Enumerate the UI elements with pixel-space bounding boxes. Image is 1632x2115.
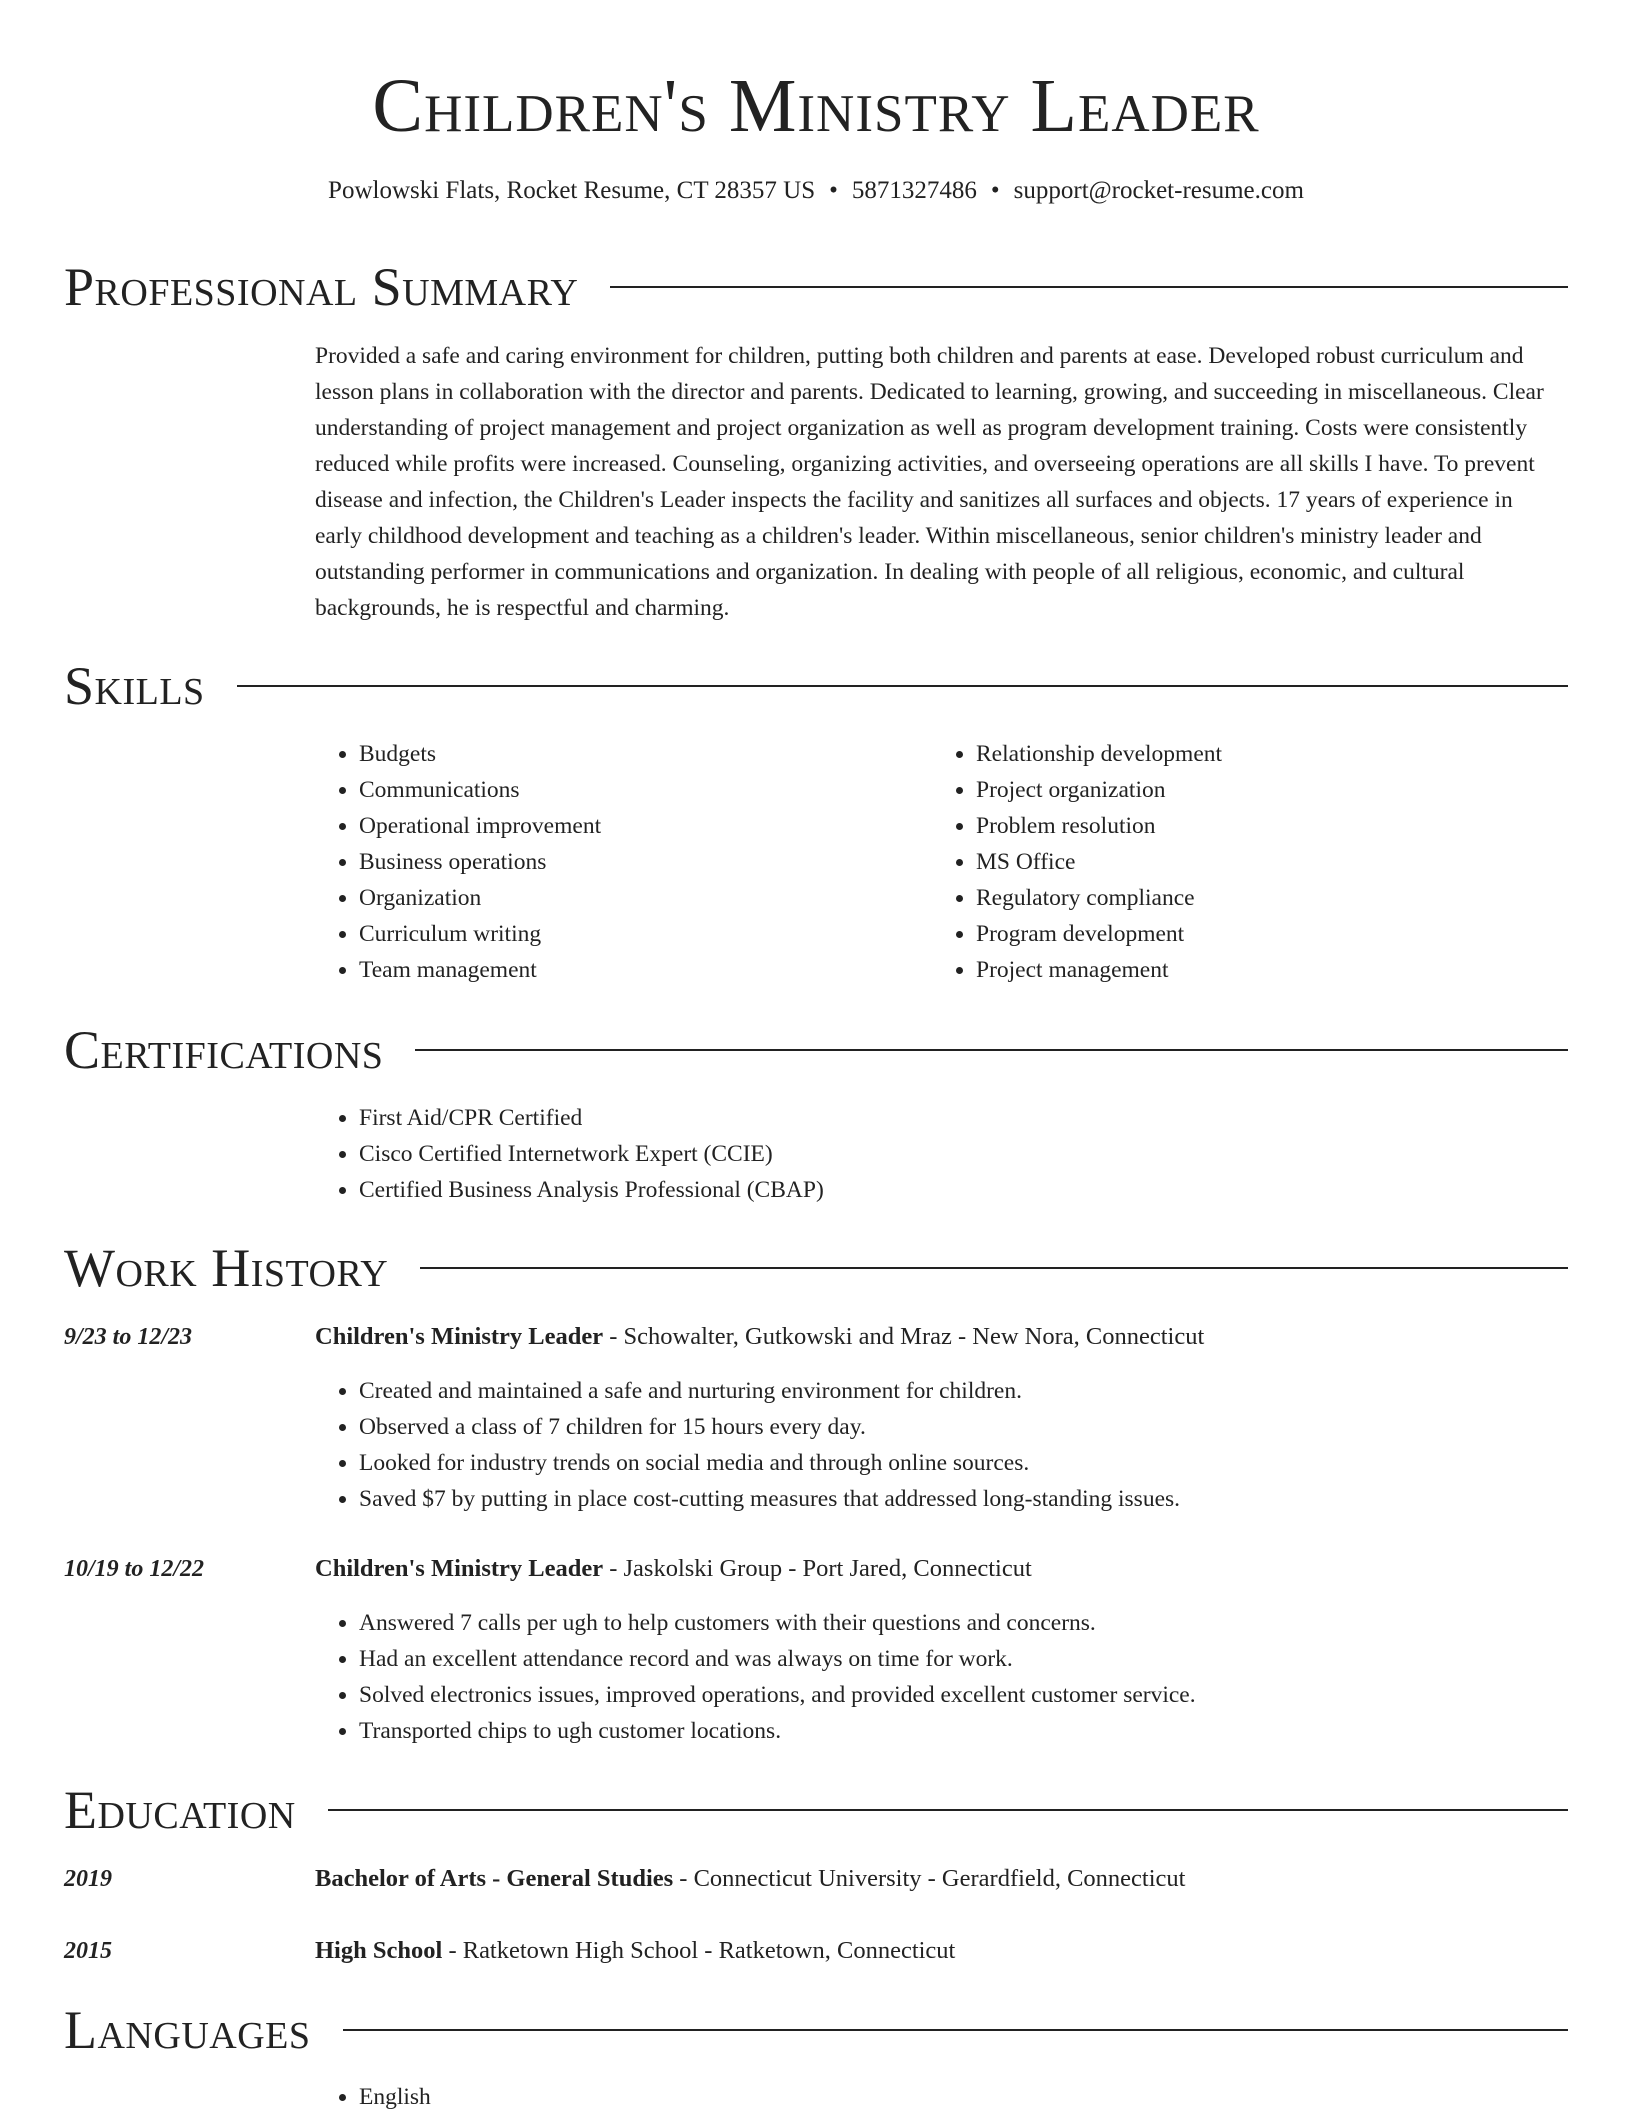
section-heading-education: [64, 1778, 1568, 1842]
skill-item: • Operational improvement: [359, 808, 919, 844]
skill-item: • Project organization: [976, 772, 1576, 808]
education-school: - Connecticut University - Gerardfield, Connecticut: [673, 1865, 1186, 1892]
job-bullet-item: • Observed a class of 7 children for 15 hours every day.: [359, 1409, 1609, 1445]
section-heading-languages: [64, 1998, 1568, 2062]
summary-text: Provided a safe and caring environment for children, putting both children and parents at ease. Developed robust curriculum and lesson plans in collaboration with the director and parents. Dedicated to learning, growing, and succeeding in miscellaneous. Clear understanding of project management and project organization as well as program development training. Costs were consistently reduced while profits were increased. Counseling, organizing activities, and overseeing operations are all skills I have. To prevent disease and infection, the Children's Leader inspects the facility and sanitizes all surfaces and objects. 17 years of experience in early childhood development and teaching as a children's leader. Within miscellaneous, senior children's ministry leader and outstanding performer in communications and organization. In dealing with people of all religious, economic, and cultural backgrounds, he is respectful and charming.: [315, 343, 1544, 621]
section-title: Professional Summary: [64, 257, 579, 317]
section-divider: [420, 1267, 1568, 1269]
skill-item: • Program development: [976, 916, 1576, 952]
skill-item: • Problem resolution: [976, 808, 1576, 844]
certification-item: • Cisco Certified Internetwork Expert (CCIE): [359, 1136, 1559, 1172]
section-heading-skills: [64, 654, 1568, 718]
job-dates: 10/19 to 12/22: [64, 1556, 205, 1582]
education-degree: High School: [315, 1937, 443, 1964]
skill-item: • Business operations: [359, 844, 919, 880]
skills-list-right: [932, 736, 1576, 988]
job-bullets: [315, 1605, 1609, 1749]
section-heading-work-history: [64, 1236, 1568, 1300]
education-school: - Ratketown High School - Ratketown, Connecticut: [442, 1937, 956, 1964]
contact-separator: •: [990, 177, 1000, 204]
job-heading: [315, 1551, 1032, 1587]
skill-item: • Regulatory compliance: [976, 880, 1576, 916]
job-bullet-item: • Saved $7 by putting in place cost-cutting measures that addressed long-standing issues.: [359, 1481, 1609, 1517]
education-entry: [315, 1861, 1185, 1897]
resume-name: Children's Ministry Leader: [372, 64, 1260, 148]
section-title: Education: [64, 1780, 296, 1840]
section-divider: [415, 1049, 1568, 1051]
skill-item: • Organization: [359, 880, 919, 916]
contact-separator: •: [829, 177, 838, 204]
job-bullet-item: • Had an excellent attendance record and was always on time for work.: [359, 1641, 1609, 1677]
job-bullet-item: • Transported chips to ugh customer locations.: [359, 1713, 1609, 1749]
job-bullet-item: • Created and maintained a safe and nurturing environment for children.: [359, 1373, 1609, 1409]
job-bullet-item: • Looked for industry trends on social media and through online sources.: [359, 1445, 1609, 1481]
education-entry: [315, 1933, 955, 1969]
job-bullet-item: • Solved electronics issues, improved operations, and provided excellent customer service.: [359, 1677, 1609, 1713]
contact-line: [0, 174, 1632, 208]
job-heading: [315, 1319, 1204, 1355]
section-divider: [328, 1809, 1568, 1811]
education-degree: Bachelor of Arts - General Studies: [315, 1865, 674, 1892]
languages-list: [315, 2079, 959, 2115]
skill-item: • Budgets: [359, 736, 919, 772]
language-item: • English: [359, 2079, 959, 2115]
contact-phone: 5871327486: [851, 177, 977, 204]
job-title: Children's Ministry Leader: [315, 1323, 604, 1350]
job-employer: - Schowalter, Gutkowski and Mraz - New Nora, Connecticut: [603, 1323, 1205, 1350]
section-divider: [237, 685, 1568, 687]
section-title: Languages: [64, 2000, 311, 2060]
job-dates: 9/23 to 12/23: [64, 1324, 193, 1350]
section-title: Skills: [64, 656, 205, 716]
section-title: Work History: [64, 1238, 389, 1298]
certification-item: • Certified Business Analysis Professional (CBAP): [359, 1172, 1559, 1208]
skill-item: • Project management: [976, 952, 1576, 988]
contact-address: Powlowski Flats, Rocket Resume, CT 28357 US: [328, 177, 816, 204]
job-bullet-item: • Answered 7 calls per ugh to help customers with their questions and concerns.: [359, 1605, 1609, 1641]
job-bullets: [315, 1373, 1609, 1517]
education-year: 2015: [64, 1938, 112, 1964]
education-year: 2019: [64, 1866, 112, 1892]
skill-item: • Relationship development: [976, 736, 1576, 772]
section-heading-summary: [64, 255, 1568, 319]
skills-list-left: [315, 736, 919, 988]
section-title: Certifications: [64, 1020, 384, 1080]
certification-item: • First Aid/CPR Certified: [359, 1100, 1559, 1136]
skill-item: • Curriculum writing: [359, 916, 919, 952]
section-divider: [610, 286, 1568, 288]
section-divider: [343, 2029, 1569, 2031]
section-heading-certifications: [64, 1018, 1568, 1082]
skill-item: • MS Office: [976, 844, 1576, 880]
contact-email: support@rocket-resume.com: [1013, 177, 1304, 204]
job-employer: - Jaskolski Group - Port Jared, Connecticut: [603, 1555, 1032, 1582]
skill-item: • Communications: [359, 772, 919, 808]
certifications-list: [315, 1100, 1559, 1208]
skill-item: • Team management: [359, 952, 919, 988]
job-title: Children's Ministry Leader: [315, 1555, 604, 1582]
